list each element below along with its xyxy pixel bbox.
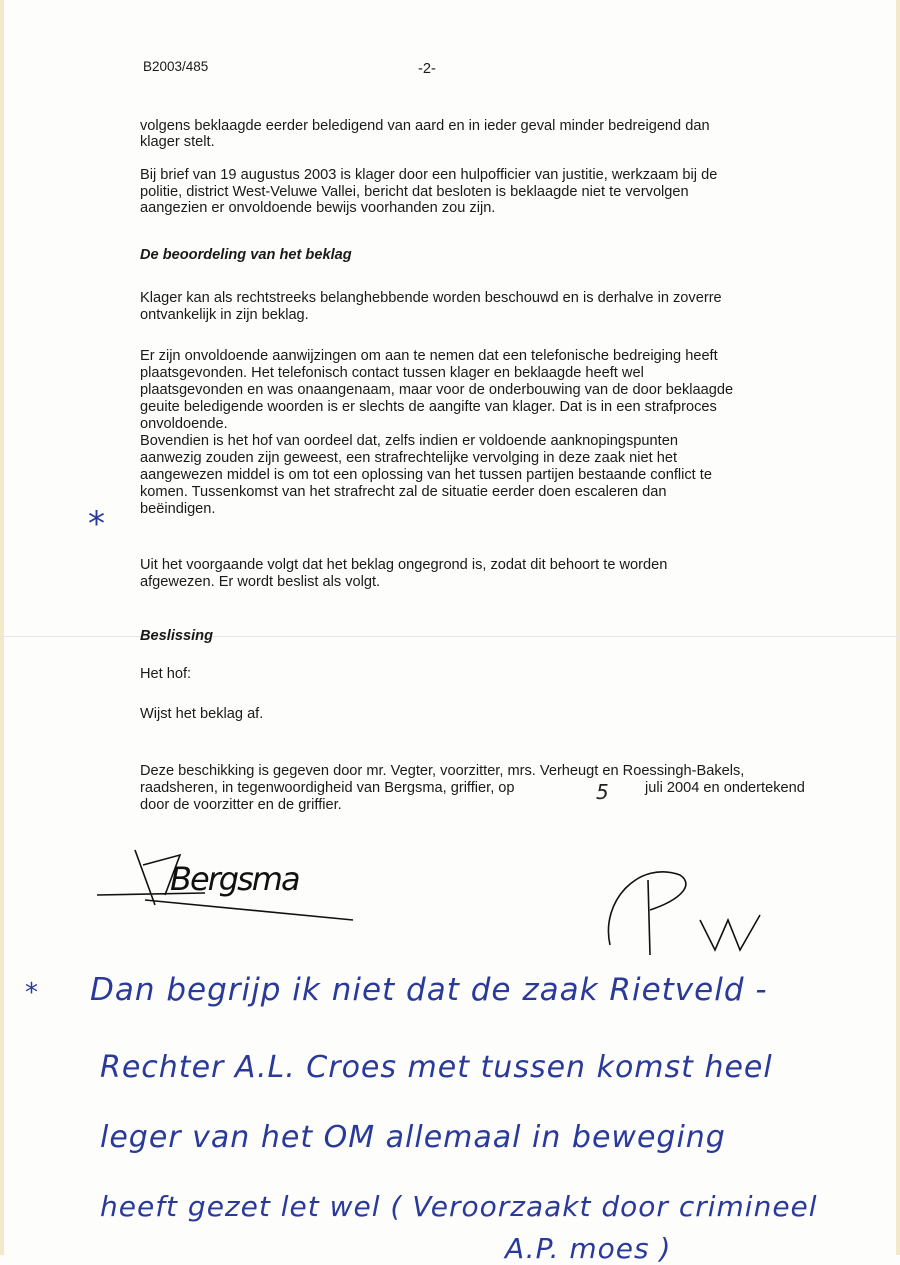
handwritten-note-line: heeft gezet let wel ( Veroorzaakt door crimineel [100, 1190, 818, 1223]
text-line: Het hof: [140, 666, 192, 682]
case-number: B2003/485 [143, 59, 209, 74]
signature-griffier [95, 845, 365, 935]
text-line: Klager kan als rechtstreeks belanghebbende worden beschouwd en is derhalve in zoverre [140, 290, 722, 306]
handwritten-day: 5 [596, 780, 610, 804]
handwritten-note-asterisk: * [25, 978, 39, 1008]
handwritten-note-line: Rechter A.L. Croes met tussen komst heel [100, 1050, 773, 1085]
handwritten-note-line: leger van het OM allemaal in beweging [100, 1120, 726, 1155]
handwritten-note-line: A.P. moes ) [505, 1232, 672, 1265]
text-line: volgens beklaagde eerder beledigend van aard en in ieder geval minder bedreigend dan [140, 118, 710, 134]
fold-line [0, 636, 900, 637]
section-heading-beoordeling: De beoordeling van het beklag [140, 247, 352, 263]
text-line: door de voorzitter en de griffier. [140, 797, 342, 813]
text-line: komen. Tussenkomst van het strafrecht zal de situatie eerder doen escaleren dan [140, 484, 667, 500]
text-line: klager stelt. [140, 134, 215, 150]
text-line: geuite beledigende woorden is er slechts de aangifte van klager. Dat is in een strafproces [140, 399, 717, 415]
text-line: aanwezig zouden zijn geweest, een strafrechtelijke vervolging in deze zaak niet het [140, 450, 678, 466]
page-number: -2- [418, 61, 436, 77]
svg-text:Bergsma: Bergsma [170, 860, 299, 898]
text-line: Bij brief van 19 augustus 2003 is klager door een hulpofficier van justitie, werkzaam bij de [140, 167, 718, 183]
text-line: plaatsgevonden en was onaangenaam, maar voor de onderbouwing van de door beklaagde [140, 382, 734, 398]
text-line: Bovendien is het hof van oordeel dat, zelfs indien er voldoende aanknopingspunten [140, 433, 678, 449]
text-line: raadsheren, in tegenwoordigheid van Bergsma, griffier, op [140, 780, 515, 796]
text-line: politie, district West-Veluwe Vallei, bericht dat besloten is beklaagde niet te vervolgen [140, 184, 689, 200]
text-line: afgewezen. Er wordt beslist als volgt. [140, 574, 381, 590]
text-line: Wijst het beklag af. [140, 706, 264, 722]
scan-edge-left [0, 0, 4, 1255]
text-line: juli 2004 en ondertekend [645, 780, 805, 796]
text-line: plaatsgevonden. Het telefonisch contact tussen klager en beklaagde heeft wel [140, 365, 644, 381]
text-line: Uit het voorgaande volgt dat het beklag ongegrond is, zodat dit behoort te worden [140, 557, 668, 573]
handwritten-note-line: Dan begrijp ik niet dat de zaak Rietveld - [90, 972, 768, 1008]
text-line: beëindigen. [140, 501, 216, 517]
section-heading-beslissing: Beslissing [140, 628, 213, 644]
initials-signature [600, 860, 770, 960]
text-line: ontvankelijk in zijn beklag. [140, 307, 309, 323]
text-line: Er zijn onvoldoende aanwijzingen om aan te nemen dat een telefonische bedreiging heeft [140, 348, 718, 364]
text-line: aangezien er onvoldoende bewijs voorhanden zou zijn. [140, 200, 496, 216]
handwritten-asterisk-mark: * [88, 504, 106, 544]
text-line: onvoldoende. [140, 416, 228, 432]
scan-edge-right [896, 0, 900, 1255]
text-line: aangewezen middel is om tot een oplossing van het tussen partijen bestaande conflict te [140, 467, 712, 483]
text-line: Deze beschikking is gegeven door mr. Vegter, voorzitter, mrs. Verheugt en Roessingh-Bakels, [140, 763, 745, 779]
